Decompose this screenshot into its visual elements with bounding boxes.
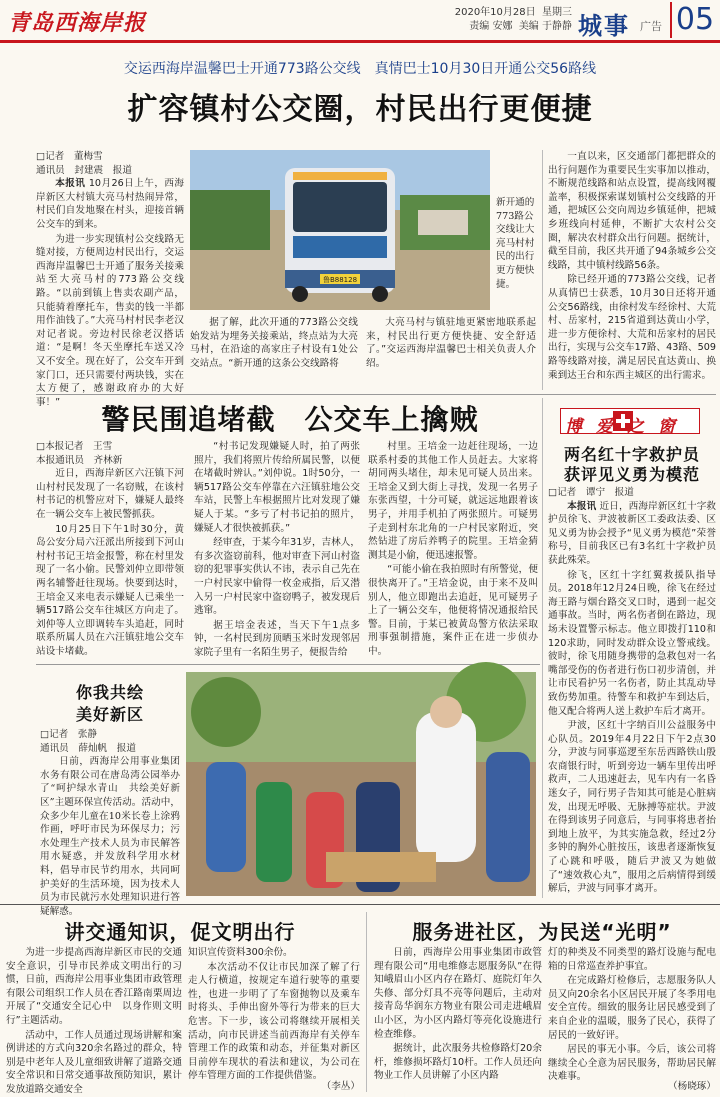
boai-body [548,486,716,898]
story1-col3 [366,316,536,392]
story1-para-4: 大亮马村与镇驻地更紧密地联系起来，村民出行更方便快捷、安全舒适了。”交运西海岸温馨巴士相关负责人介绍。 [366,317,536,369]
boai-lead: 本报讯 [567,500,597,512]
story1-para-2: 为进一步实现镇村公交线路无缝对接，方便周边村民出行，交运西海岸温馨巴士开通了服务关接乘站至大亮马村的773路公交线路。“以前到镇上售卖农副产品，只能骑着摩托车，售卖的钱一半都用作油钱了。”大亮马村村民李老汉对记者说。旁边村民徐老汉搭话道：“是啊！冬天坐摩托车送又冷又不安全。现在好了，公交车开到家门口，还只需要付两块钱，实在太方便了，感谢政府办的大好事！” [36,233,184,408]
bottom-column-divider [366,912,367,1092]
story2-bottom-rule [36,664,540,665]
story1-para-3: 据了解，此次开通的773路公交线始发站为埋务关接乘站，终点站为大亮马村，在沿途的高家庄子村设有1处公交站点。“新开通的这条公交线路将 [190,317,358,369]
story1-column-divider [542,150,543,390]
story4-para-2: 活动中，工作人员通过现场讲解和案例讲述的方式向320余名路过的群众，特别是中老年人及儿童细致讲解了道路交通安全常识和日常交通事故预防知识，累计发放道路交通安全 [6,1029,182,1095]
story5-para-4: 在完成路灯检修后，志愿服务队人员又向20余名小区居民开展了冬季用电安全宣传。细致的服务让居民感受到了来自企业的温暖，服务了民心，获得了居民的一致好评。 [548,975,716,1041]
bus-illustration [190,150,490,310]
story2-headline: 警民围追堵截 公交车上擒贼 [101,403,479,436]
story5-para-5: 居民的事无小事。今后，该公司将继续全心全意为居民服务，帮助居民解决难事。 [548,1044,716,1083]
masthead-rule [0,40,720,43]
story3-headline-2: 美好新区 [75,705,144,724]
story2-para-5: 据王培金表述，当天下午1点多钟，一名村民到房顶晒玉米时发现邻居家院子里有一名陌生男子，便报告给 [194,619,360,658]
story5-para-1: 日前，西海岸公用事业集团市政管理有限公司“用电维修志愿服务队”在得知峨眉山小区内存在路灯、庭院灯年久失修、部分灯具不亮等问题后，主动对接青岛华润东方物业有限公司走进峨眉山小区，为小区内路灯等亮化设施进行检查维修。 [374,947,542,1040]
story5-headline: 服务进社区，为民送“光明” [412,920,672,944]
page-number: 05 [670,2,718,38]
story4-para-3: 知识宣传资料300余份。 [188,947,293,958]
story2-para-7: “可能小偷在我拍照时有所警觉，便很快离开了。”王培金说，由于来不及叫别人，他立即跑出去追赶，见可疑男子上了一辆公交车，他便将情况通报给民警。目前，于某已被黄岛警方依法采取刑事强制措施，案件正在进一步侦办中。 [368,564,538,657]
story3-byline-reporter: □记者 张静 [40,729,98,740]
boai-column-header [560,408,700,437]
story3-byline-correspondent: 通讯员 薛灿帆 报道 [40,742,136,754]
issue-info [412,6,572,34]
story3-headline-1: 你我共绘 [75,683,144,702]
story1-kicker: 交运西海岸温馨巴士开通773路公交线 真情巴士10月30日开通公交56路线 [123,61,597,77]
story1-lead: 本报讯 [55,178,86,190]
story2-col1 [36,440,184,660]
story5-signoff: （杨晓琢） [668,1081,716,1092]
story4-col1 [6,946,182,1095]
story1-bus-photo [190,150,490,310]
story5-para-3: 灯的种类及不同类型的路灯设施与配电箱的日常巡查养护事宜。 [548,947,716,972]
story3-para-1: 日前，西海岸公用事业集团水务有限公司在唐岛湾公园举办了“呵护绿水青山 共绘美好新区”主题环保宣传活动。活动中，众多少年儿童在10米长卷上涂鸦作画，呼吁市民为环保尽力；污水处理生产技术人员为市民解答用水疑惑，并发放科学用水材料，倡导市民节约用水，共同呵护美好的生活环境，因为技术人员为市民就污水处理知识进行答疑解惑。 [40,756,180,917]
bottom-section-rule [0,904,720,905]
story5-para-2: 据统计，此次服务共检修路灯20余杆，维修损坏路灯10杆。工作人员还向物业工作人员讲解了小区内路 [374,1043,542,1082]
story4-col2 [188,946,360,1082]
story1-headline: 扩容镇村公交圈，村民出行更便捷 [127,92,593,127]
story1-col4 [548,150,716,390]
story4-para-1: 为进一步提高西海岸新区市民的交通安全意识，引导市民养成文明出行的习惯，日前，西海岸公用事业集团市政管理有限公司组织工作人员在香江路南栗周边开展了“交通安全记心中 以身作则文明行”主题活动。 [6,947,182,1026]
editor-role-2: 美编 [518,21,539,32]
boai-headline-2: 获评见义勇为模范 [563,465,700,484]
boai-para-3: 尹波，区红十字纳百川公益服务中心队员。2019年4月22日下午2点30分，尹波与同事巡逻至东岳西路铁山殷农商银行时，听到旁边一辆车里传出呼救声，二人迅速赶去，见车内有一名昏迷女子，同行男子告知其可能是心脏病发，出现无呼吸、无脉搏等症状。尹波在得到该男子同意后，与同事将患者抬到地上放平，为其实施急救，经过2分多钟的胸外心脏按压，该患者逐渐恢复了心跳和呼吸，随后尹波又为她做了“速效救心丸”，服用之后病情得到缓解后，尹波与同事才离开。 [548,720,716,895]
boai-para-2: 徐飞，区红十字红翼救援队指导员。2018年12月24日晚，徐飞在经过海王路与烟台路交叉口时，遇到一起交通事故。当时，两名伤者倒在路边，现场未设置警示标志。他立即拨打110和120求助，同时发动群众设立警戒线。彼时，徐飞用随身携带的急救包对一名嘴部受伤的伤者进行伤口初步清创，并让市民看护另一名伤者，防止其乱动导致伤势加重。待警车和救护车到达后，他又配合将两人送上救护车后才离开。 [548,569,716,717]
story2-para-1: 近日，西海岸新区六汪镇下河山村村民发现了一名窃贼，在该村村书记的机警应对下，嫌疑人最终在一辆公交车上被民警抓获。 [36,468,184,520]
issue-date: 2020年10月28日 [454,7,536,18]
story2-col3 [368,440,538,660]
story1-col2 [190,316,358,392]
editor-name-1: 安娜 [492,21,513,32]
story2-para-6: 村里。王培金一边赶往现场，一边联系村委的其他工作人员赶去。大家将胡同两头堵住，却未见可疑人员出来。王培金又到大街上寻找，发现一名男子东张西望，十分可疑，就远远地跟着该男子，并用手机拍了两张照片。可疑男子走到村东北角的一户村民家附近，突然钻进了房后养鸭子的院里。王培金猜测其是小偷，便迅速报警。 [368,441,538,561]
story1-photo-caption: 新开通的773路公交线让大亮马村村民的出行更方便快捷。 [496,197,535,290]
story2-byline-reporter: □本报记者 王雪 [36,441,113,452]
story1-para-6: 除已经开通的773路公交线，记者从真情巴士获悉，10月30日还将开通公交56路线，由徐村发车经徐村、大荒村、岳家村，215省道到达黄山小学，进一步方便徐村、大荒和岳家村的居民出行，实现与公交车17路、43路、509路等线路对接，满足居民直达黄山、换乘到达王台和东西主城区的出行需求。 [548,274,716,381]
story4-signoff: （李丛） [321,1081,360,1092]
boai-para-1: 近日，西海岸新区红十字救护员徐飞、尹波被新区工委政法委、区见义勇为协会授予“见义勇为模范”荣誉称号，目前我区已有3名红十字救护员获此殊荣。 [548,500,717,566]
story1-byline-reporter: □记者 董梅雪 [36,151,103,162]
boai-headline-1: 两名红十字救护员 [563,445,700,464]
section-ad-tag: 广告 [640,20,662,33]
boai-byline: □记者 谭宁 报道 [548,487,634,498]
story1-para-1: 10月26日上午，西海岸新区大村镇大亮马村热闹异常，村民们自发地聚在村头，迎接首辆公交车的到来。 [36,178,184,230]
story1-col1 [36,150,184,408]
boai-column-divider [542,398,543,898]
section-title: 城事 [578,12,630,40]
story3-body [40,728,180,917]
story4-headline: 讲交通知识，促文明出行 [64,920,296,944]
story1-bottom-rule [36,394,716,395]
boai-column-title: 博爱之窗 [565,417,689,437]
bus-plate-text: 鲁B88128 [322,276,358,284]
editor-name-2: 于静静 [542,21,572,32]
story4-para-4: 本次活动不仅让市民加深了解了行走人行横道，按规定车道行驶等的重要性，也进一步明了了车窗抛物以及乘车时将头、手伸出窗外等行为带来的巨大危害。下一步，该公司将继续开展相关活动，向市民讲述当前西海岸有关停车管理工作的政策和动态，并征集对新区目前停车现状的看法和建议，为公司在停车管理方面的工作提供借鉴。 [188,961,360,1082]
story2-para-3: “村书记发现嫌疑人时，拍了两张照片，我们将照片传给所属民警，以便在堵截时辨认。”刘仲说。1时50分，一辆517路公交车停靠在六汪镇驻地公交车站，民警上车根据照片比对发现了嫌疑人于某。“多亏了村书记拍的照片，嫌疑人才很快被抓获。” [194,441,360,534]
editor-role-1: 责编 [469,21,490,32]
story2-col2 [194,440,360,660]
story2-para-2: 10月25日下午1时30分，黄岛公安分局六汪派出所接到下河山村村书记王培金报警，称在村里发现了一名小偷。民警刘仲立即带领两名辅警赶往现场。快要到达时，王培金又来电表示嫌疑人已乘坐一辆517路公交车往城区方向走了。刘仲等人立即调转车头追赶，同时联系所属人员在六汪镇驻地公交车站设卡堵截。 [36,523,184,657]
story5-col2 [548,946,716,1083]
story5-col1 [374,946,542,1092]
story3-event-photo [186,672,536,896]
story1-byline-correspondent: 通讯员 封建震 报道 [36,164,132,176]
story1-para-5: 一直以来，区交通部门都把群众的出行问题作为重要民生实事加以推动，不断规范线路和站点设置，提高线网覆盖率，积极探索谋划镇村公交线路的开通，把城区公交向周边乡镇延伸，把城乡班线向村延伸，不断扩大农村公交圈，解决农村群众出行问题。据统计，截至目前，我区共开通了94条城乡公交线路，其中镇村线路56条。 [548,151,716,271]
story2-para-4: 经审查，于某今年31岁，吉林人，有多次盗窃前科，他对审查下河山村盗窃的犯罪事实供认不讳，表示自己先在一户村民家中偷得一枚金戒指，后又潜入另一户村民家中盗窃鸭子，被发现后逃窜。 [194,537,360,617]
issue-weekday: 星期三 [542,7,572,18]
event-illustration [186,672,536,896]
story2-byline-correspondent: 本报通讯员 齐林新 [36,454,123,466]
newspaper-logo: 青岛西海岸报 [8,10,147,36]
